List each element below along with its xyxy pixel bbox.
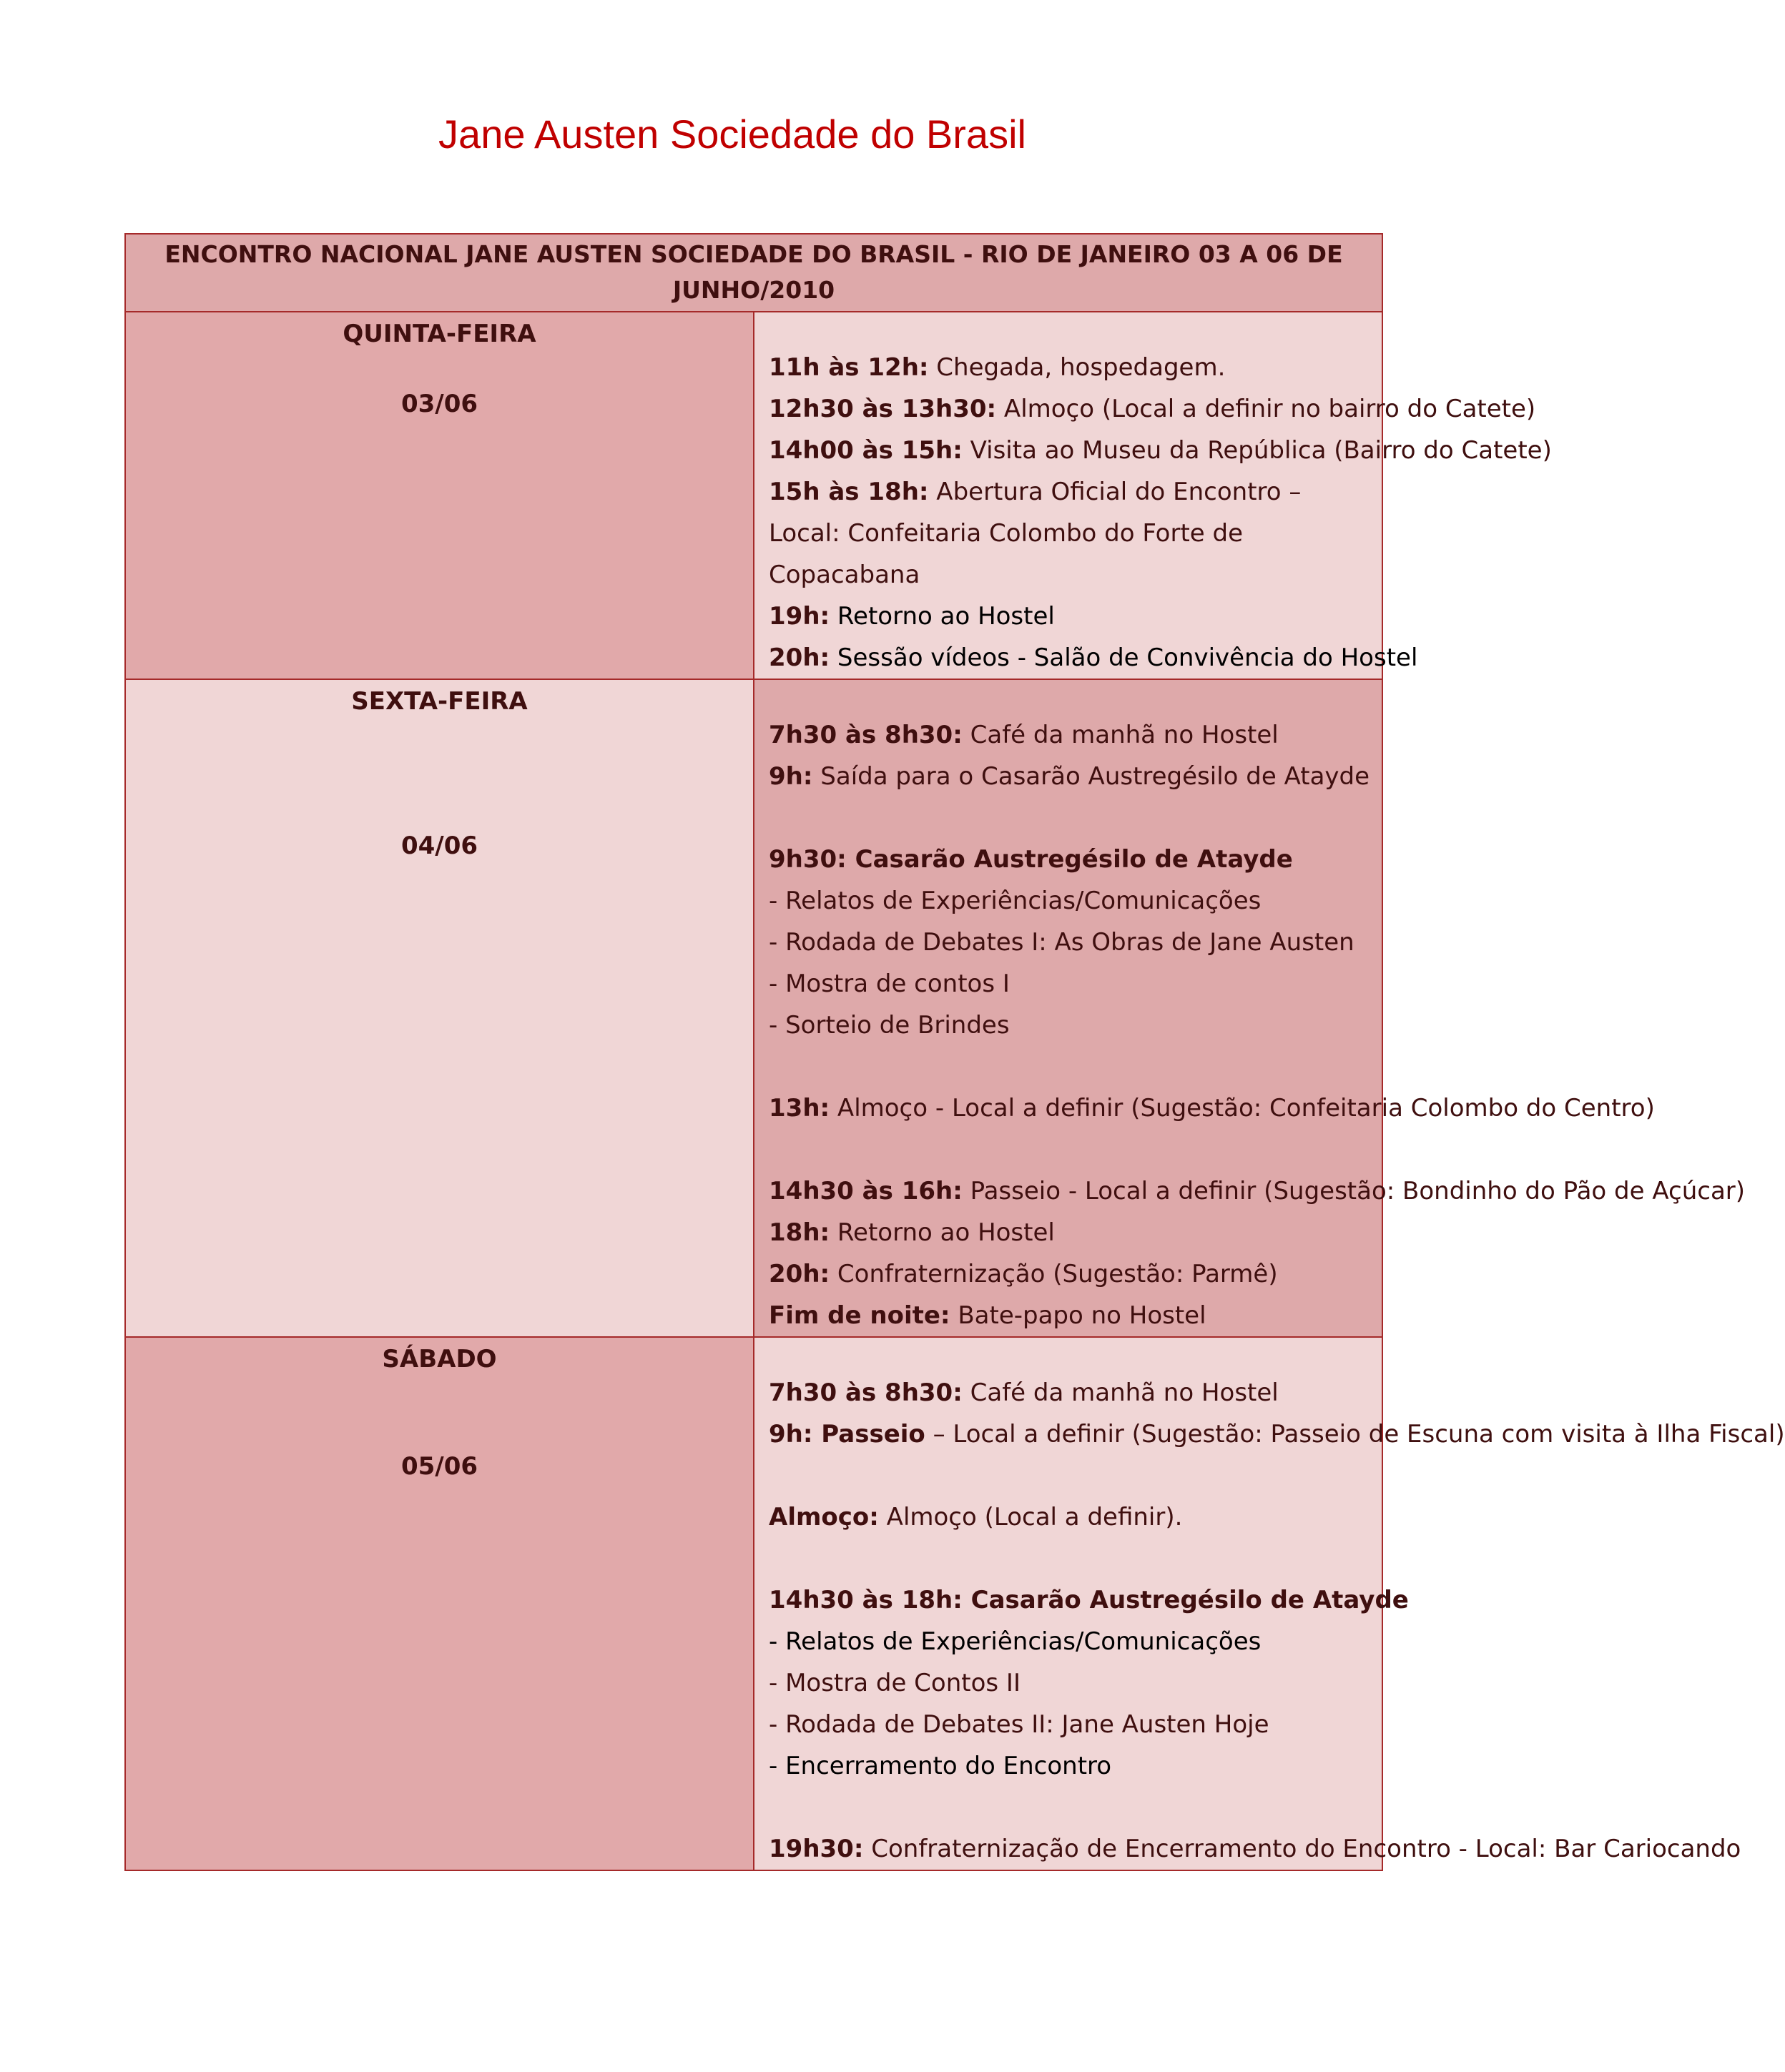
event-text: Retorno ao Hostel <box>830 602 1055 631</box>
event-text: - Rodada de Debates I: As Obras de Jane Austen <box>769 928 1354 957</box>
event-line <box>769 963 1375 1005</box>
day-date: 05/06 <box>400 1452 478 1481</box>
day-date: 04/06 <box>400 832 478 860</box>
event-line <box>769 1295 1375 1336</box>
event-text: – Local a definir (Sugestão: Passeio de Escuna com visita à Ilha Fiscal) <box>925 1420 1785 1449</box>
event-text: Visita ao Museu da República (Bairro do Catete) <box>962 436 1552 465</box>
day-row-thursday <box>125 312 1382 679</box>
day-name: QUINTA-FEIRA <box>343 320 536 348</box>
events-cell <box>754 312 1552 679</box>
event-time: 14h30 às 16h: <box>769 1177 963 1205</box>
event-line <box>769 1662 1375 1704</box>
event-time: 13h: <box>769 1094 830 1123</box>
event-time: 15h às 18h: <box>769 478 929 506</box>
day-date: 03/06 <box>400 390 478 418</box>
event-text: Retorno ao Hostel <box>830 1218 1055 1247</box>
event-line <box>769 471 1375 596</box>
event-text: Saída para o Casarão Austregésilo de Atayde <box>812 762 1370 791</box>
events-cell <box>754 679 1746 1337</box>
event-line <box>769 388 1536 430</box>
event-line <box>769 1212 1375 1253</box>
event-time: 7h30 às 8h30: <box>769 721 963 749</box>
event-line <box>769 1745 1375 1787</box>
event-text: - Rodada de Debates II: Jane Austen Hoje <box>769 1710 1269 1739</box>
event-text: Almoço (Local a definir no bairro do Catete) <box>996 395 1536 423</box>
event-text: Sessão vídeos - Salão de Convivência do Hostel <box>830 643 1418 672</box>
event-text: Café da manhã no Hostel <box>962 721 1279 749</box>
event-line <box>769 1414 1785 1455</box>
event-time: 9h30: Casarão Austregésilo de Atayde <box>769 845 1293 874</box>
event-line <box>769 430 1552 471</box>
day-row-friday <box>125 679 1382 1337</box>
event-time: 9h: Passeio <box>769 1420 925 1449</box>
event-time: 14h30 às 18h: Casarão Austregésilo de Atayde <box>769 1586 1409 1614</box>
schedule-header: ENCONTRO NACIONAL JANE AUSTEN SOCIEDADE DO BRASIL - RIO DE JANEIRO 03 A 06 DE JUNHO/2010 <box>125 234 1382 312</box>
event-line <box>769 714 1375 756</box>
event-text: Bate-papo no Hostel <box>950 1301 1206 1330</box>
day-cell <box>125 312 754 679</box>
event-text: Café da manhã no Hostel <box>962 1378 1279 1407</box>
event-time: 18h: <box>769 1218 830 1247</box>
event-time: 14h00 às 15h: <box>769 436 963 465</box>
event-line <box>769 922 1375 963</box>
day-cell <box>125 679 754 1337</box>
event-line <box>769 347 1375 388</box>
event-line <box>769 756 1375 797</box>
event-text: Chegada, hospedagem. <box>928 353 1226 382</box>
event-time: Almoço: <box>769 1503 879 1531</box>
event-time: 11h às 12h: <box>769 353 929 382</box>
event-time: 9h: <box>769 762 813 791</box>
event-text: Almoço (Local a definir). <box>878 1503 1183 1531</box>
day-row-saturday <box>125 1337 1382 1870</box>
event-time: 19h30: <box>769 1835 864 1863</box>
event-text: Abertura Oficial do Encontro – Local: Confeitaria Colombo do Forte de Copacabana <box>769 478 1302 589</box>
event-line <box>769 1828 1741 1870</box>
event-text: - Relatos de Experiências/Comunicações <box>769 1627 1262 1656</box>
schedule-table <box>124 233 1785 1871</box>
event-time: 20h: <box>769 643 830 672</box>
event-text: - Relatos de Experiências/Comunicações <box>769 887 1262 915</box>
event-time: 7h30 às 8h30: <box>769 1378 963 1407</box>
day-name: SÁBADO <box>382 1345 497 1373</box>
event-time: Fim de noite: <box>769 1301 950 1330</box>
event-line <box>769 1253 1375 1295</box>
event-line <box>769 1372 1375 1414</box>
day-cell <box>125 1337 754 1870</box>
event-text: - Mostra de Contos II <box>769 1669 1021 1697</box>
event-text: - Encerramento do Encontro <box>769 1752 1112 1780</box>
event-text: Confraternização (Sugestão: Parmê) <box>830 1260 1278 1288</box>
event-line <box>769 1087 1655 1129</box>
schedule-header-row <box>125 234 1382 312</box>
event-time: 12h30 às 13h30: <box>769 395 997 423</box>
event-line <box>769 1621 1375 1662</box>
event-text: - Mostra de contos I <box>769 970 1010 998</box>
event-line <box>769 1579 1409 1621</box>
event-line <box>769 596 1375 637</box>
event-text: Almoço - Local a definir (Sugestão: Confeitaria Colombo do Centro) <box>830 1094 1655 1123</box>
event-time: 20h: <box>769 1260 830 1288</box>
event-text: Passeio - Local a definir (Sugestão: Bondinho do Pão de Açúcar) <box>962 1177 1746 1205</box>
event-text: - Sorteio de Brindes <box>769 1011 1010 1040</box>
page-title: Jane Austen Sociedade do Brasil <box>438 112 1026 157</box>
event-line <box>769 1496 1375 1538</box>
event-time: 19h: <box>769 602 830 631</box>
event-line <box>769 637 1418 679</box>
event-text: Confraternização de Encerramento do Encontro - Local: Bar Cariocando <box>863 1835 1741 1863</box>
events-cell <box>754 1337 1785 1870</box>
event-line <box>769 839 1375 880</box>
event-line <box>769 880 1375 922</box>
day-name: SEXTA-FEIRA <box>351 687 528 716</box>
event-line <box>769 1005 1375 1046</box>
event-line <box>769 1704 1375 1745</box>
event-line <box>769 1170 1746 1212</box>
